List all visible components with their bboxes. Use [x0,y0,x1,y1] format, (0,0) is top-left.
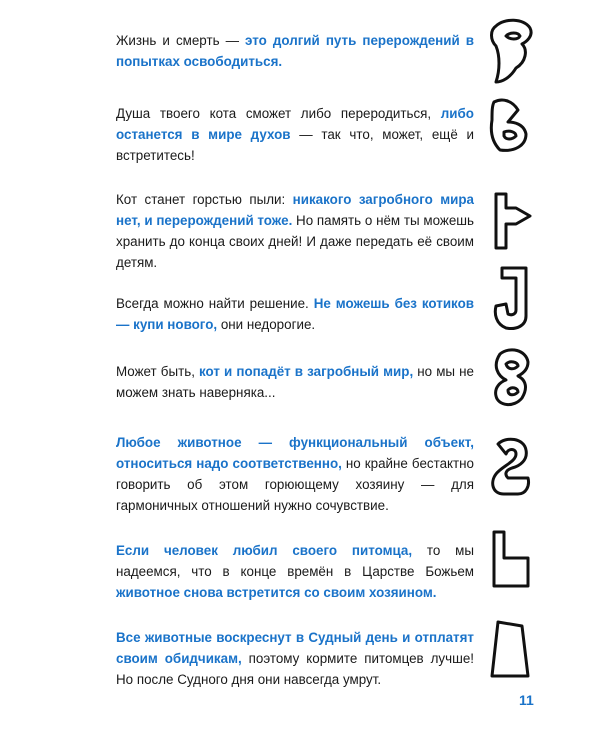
answer-text: поэтому кормите питомцев лучше! Но после Судного дня они навсегда умрут. [116,651,474,687]
answer-text: Кот станет горстью пыли: [116,192,293,207]
answer-highlight: либо останется в мире духов [116,106,474,142]
glyph-2-icon [482,92,540,164]
answer-text: Жизнь и смерть — [116,33,246,48]
answer-6 [116,432,474,516]
answer-3 [116,189,474,273]
answer-highlight: Все животные воскреснут в Судный день и отплатят своим обидчикам, [116,630,474,666]
answer-highlight: животное снова встретится со своим хозяином. [116,585,437,600]
answer-4 [116,293,474,335]
answer-5 [116,361,474,403]
glyph-1-icon [482,16,540,88]
answer-text: — так что, может, ещё и встретитесь! [116,127,474,163]
answer-text: Душа твоего кота сможет либо переродиться, [116,106,441,121]
glyph-8-icon [482,614,540,686]
answer-2 [116,103,474,166]
glyph-4-icon [482,262,540,334]
answer-text: то мы надеемся, что в конце времён в Царстве Божьем [116,543,474,579]
answer-highlight: Не можешь без котиков — купи нового, [116,296,474,332]
answer-text: Может быть, [116,364,200,379]
answer-highlight: кот и попадёт в загробный мир, [199,364,414,379]
answer-text: но крайне бестактно говорить об этом горюющему хозяину — для гармоничных отношений нужно сочувствие. [116,456,474,513]
answer-text: они недорогие. [217,317,316,332]
answer-highlight: Если человек любил своего питомца, [116,543,413,558]
glyph-6-icon [482,434,540,506]
answer-highlight: никакого загробного мира нет, и перерождений тоже. [116,192,474,228]
answer-7 [116,540,474,603]
answer-text: Но память о нём ты можешь хранить до конца своих дней! И даже передать её своим детям. [116,213,474,270]
glyph-5-icon [482,344,540,416]
answer-text: Всегда можно найти решение. [116,296,314,311]
page-number: 11 [519,692,534,708]
glyph-3-icon [482,186,540,258]
answer-1 [116,30,474,72]
answer-highlight: Любое животное — функциональный объект, относиться надо соответственно, [116,435,474,471]
answer-highlight: это долгий путь перерождений в попытках освободиться. [116,33,474,69]
glyph-7-icon [482,524,540,596]
answer-8 [116,627,474,690]
answer-text: но мы не можем знать наверняка... [116,364,474,400]
